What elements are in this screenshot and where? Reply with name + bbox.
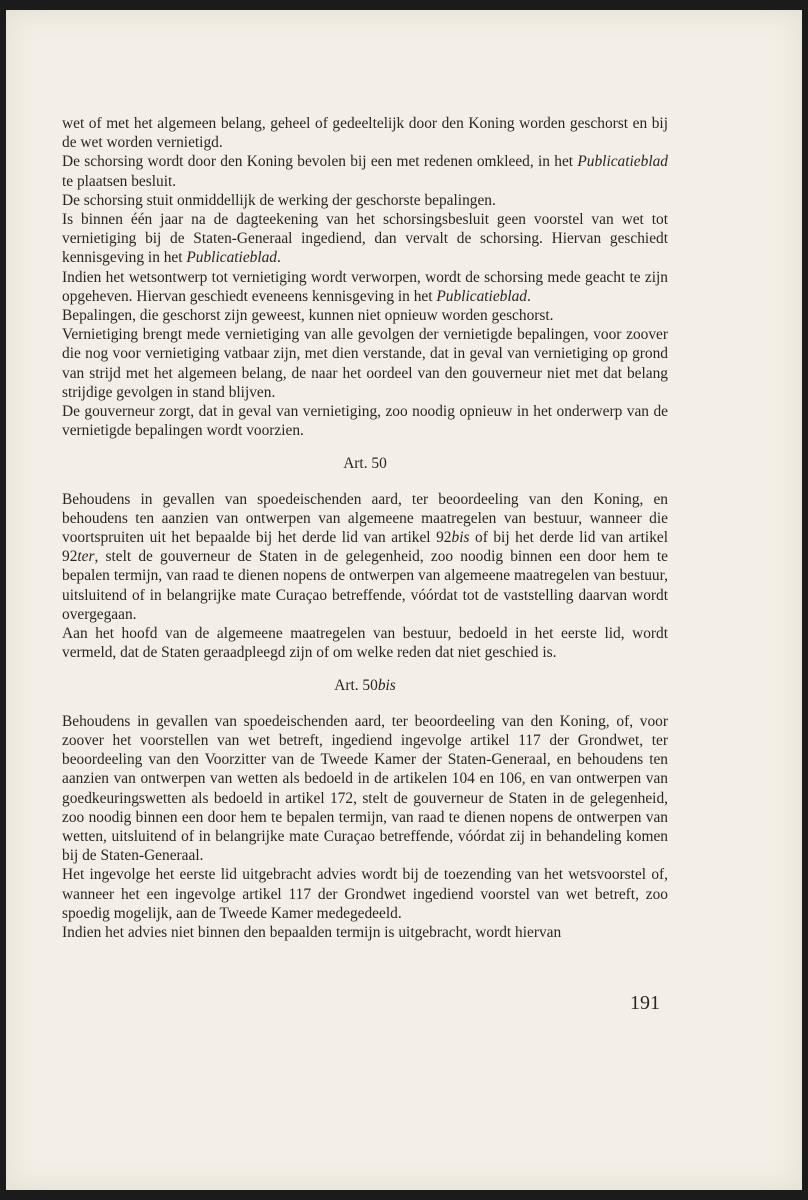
document-page [6, 10, 802, 1190]
paragraph: Behoudens in gevallen van spoedeischenden aard, ter beoordeeling van den Koning, en behoudens ten aanzien van ontwerpen van algemeene maatregelen van bestuur, wanneer die voortspruiten uit het bepaalde bij het derde lid van artikel 92bis of bij het derde lid van artikel 92ter, stelt de gouverneur de Staten in de gelegenheid, zoo noodig binnen een door hem te bepalen termijn, van raad te dienen nopens de ontwerpen van algemeene maatregelen van bestuur, uitsluitend of in belangrijke mate Curaçao betreffende, vóórdat tot de vaststelling daarvan wordt overgegaan. [62, 490, 668, 623]
paragraph: wet of met het algemeen belang, geheel of gedeeltelijk door den Koning worden geschorst en bij de wet worden vernietigd. [62, 115, 668, 152]
paragraph: De gouverneur zorgt, dat in geval van vernietiging, zoo noodig opnieuw in het onderwerp van de vernietigde bepalingen wordt voorzien. [62, 403, 668, 440]
paragraph: Indien het advies niet binnen den bepaalden termijn is uitgebracht, wordt hiervan [62, 923, 562, 941]
paragraph: Is binnen één jaar na de dagteekening van het schorsingsbesluit geen voorstel van wet tot vernietiging bij de Staten-Generaal ingediend, dan vervalt de schorsing. Hiervan geschiedt kennisgeving in het Publicatieblad. [62, 211, 668, 267]
page-number: 191 [630, 992, 660, 1014]
paragraph: Aan het hoofd van de algemeene maatregelen van bestuur, bedoeld in het eerste lid, wordt vermeld, dat de Staten geraadpleegd zijn of om welke reden dat niet geschied is. [62, 625, 668, 662]
article-heading: Art. 50 [343, 455, 387, 473]
article-heading: Art. 50bis [334, 677, 396, 695]
paragraph: Behoudens in gevallen van spoedeischenden aard, ter beoordeeling van den Koning, of, voor zoover het voorstellen van wet betreft, ingediend ingevolge artikel 117 der Grondwet, ter beoordeeling van den Voorzitter van de Tweede Kamer der Staten-Generaal, en behoudens ten aanzien van ontwerpen van wetten als bedoeld in de artikelen 104 en 106, en van ontwerpen van goedkeuringswetten als bedoeld in artikel 172, stelt de gouverneur de Staten in de gelegenheid, zoo noodig binnen een door hem te bepalen termijn, van raad te dienen nopens de ontwerpen van wetten, uitsluitend of in belangrijke mate Curaçao betreffende, vóórdat zij in behandeling komen bij de Staten-Generaal. [62, 712, 668, 865]
paragraph: Vernietiging brengt mede vernietiging van alle gevolgen der vernietigde bepalingen, voor zoover die nog voor vernietiging vatbaar zijn, met dien verstande, dat in geval van vernietiging op grond van strijd met het algemeen belang, de naar het oordeel van den gouverneur niet met dat belang strijdige gevolgen in stand blijven. [62, 326, 668, 401]
paragraph: De schorsing stuit onmiddellijk de werking der geschorste bepalingen. [62, 191, 496, 209]
paragraph: Bepalingen, die geschorst zijn geweest, kunnen niet opnieuw worden geschorst. [62, 307, 554, 325]
body-text [62, 114, 668, 942]
paragraph: Indien het wetsontwerp tot vernietiging wordt verworpen, wordt de schorsing mede geacht te zijn opgeheven. Hiervan geschiedt eveneens kennisgeving in het Publicatieblad. [62, 268, 668, 305]
paragraph: De schorsing wordt door den Koning bevolen bij een met redenen omkleed, in het Publicatieblad te plaatsen besluit. [62, 153, 668, 190]
paragraph: Het ingevolge het eerste lid uitgebracht advies wordt bij de toezending van het wetsvoorstel of, wanneer het een ingevolge artikel 117 der Grondwet ingediend voorstel van wet betreft, zoo spoedig mogelijk, aan de Tweede Kamer medegedeeld. [62, 866, 668, 922]
